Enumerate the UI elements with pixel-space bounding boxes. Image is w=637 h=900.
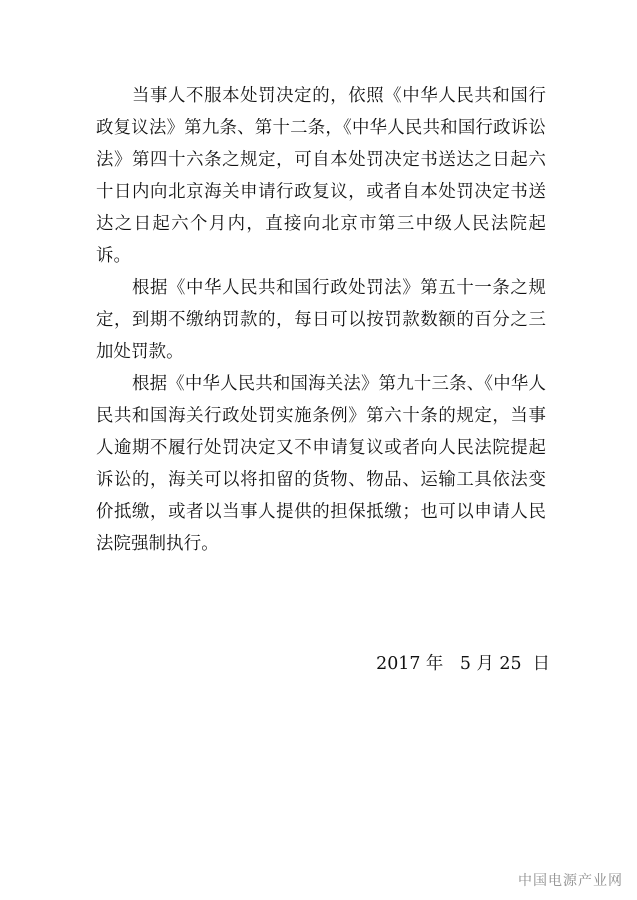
document-body xyxy=(96,80,546,560)
paragraph-late-penalty: 根据《中华人民共和国行政处罚法》第五十一条之规定，到期不缴纳罚款的，每日可以按罚款数额的百分之三加处罚款。 xyxy=(96,278,546,362)
watermark-text: 中国电源产业网 xyxy=(518,873,623,889)
paragraph-appeal-rights: 当事人不服本处罚决定的，依照《中华人民共和国行政复议法》第九条、第十二条，《中华人民共和国行政诉讼法》第四十六条之规定，可自本处罚决定书送达之日起六十日内向北京海关申请行政复议，或者自本处罚决定书送达之日起六个月内，直接向北京市第三中级人民法院起诉。 xyxy=(96,86,546,266)
document-date: 2017 年 5 月 25 日 xyxy=(376,654,550,674)
paragraph-enforcement: 根据《中华人民共和国海关法》第九十三条、《中华人民共和国海关行政处罚实施条例》第六十条的规定，当事人逾期不履行处罚决定又不申请复议或者向人民法院提起诉讼的，海关可以将扣留的货物、物品、运输工具依法变价抵缴，或者以当事人提供的担保抵缴；也可以申请人民法院强制执行。 xyxy=(96,374,546,554)
